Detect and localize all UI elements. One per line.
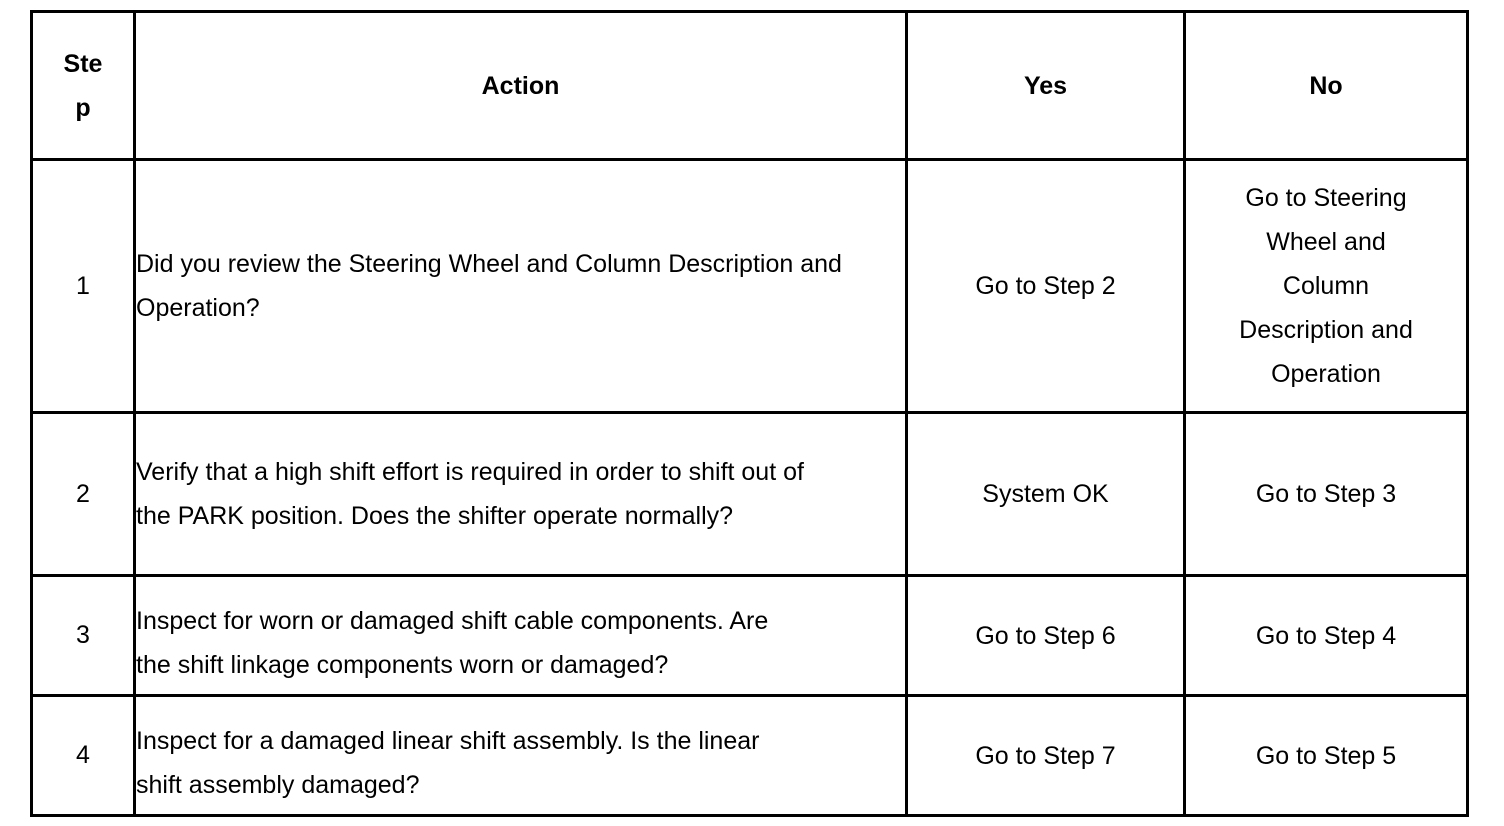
header-yes: Yes [907, 12, 1185, 160]
yes-result: Go to Step 6 [907, 576, 1185, 696]
step-number: 2 [32, 413, 135, 576]
yes-result: System OK [907, 413, 1185, 576]
diagnostic-table [30, 10, 1469, 817]
step-number: 1 [32, 160, 135, 413]
yes-result: Go to Step 7 [907, 696, 1185, 816]
table-header-row [32, 12, 1468, 160]
table-row [32, 160, 1468, 413]
no-result: Go to Step 4 [1185, 576, 1468, 696]
header-action: Action [135, 12, 907, 160]
table-row [32, 576, 1468, 696]
step-number: 4 [32, 696, 135, 816]
table-row [32, 413, 1468, 576]
table-row [32, 696, 1468, 816]
header-step: Step [32, 12, 135, 160]
action-text: Verify that a high shift effort is required in order to shift out of the PARK position. Does the shifter operate normally? [135, 413, 907, 576]
step-number: 3 [32, 576, 135, 696]
yes-result: Go to Step 2 [907, 160, 1185, 413]
header-no: No [1185, 12, 1468, 160]
action-text: Inspect for a damaged linear shift assembly. Is the linear shift assembly damaged? [135, 696, 907, 816]
no-result: Go to Steering Wheel and Column Description and Operation [1185, 160, 1468, 413]
action-text: Inspect for worn or damaged shift cable components. Are the shift linkage components worn or damaged? [135, 576, 907, 696]
no-result: Go to Step 3 [1185, 413, 1468, 576]
no-result: Go to Step 5 [1185, 696, 1468, 816]
action-text: Did you review the Steering Wheel and Column Description and Operation? [135, 160, 907, 413]
